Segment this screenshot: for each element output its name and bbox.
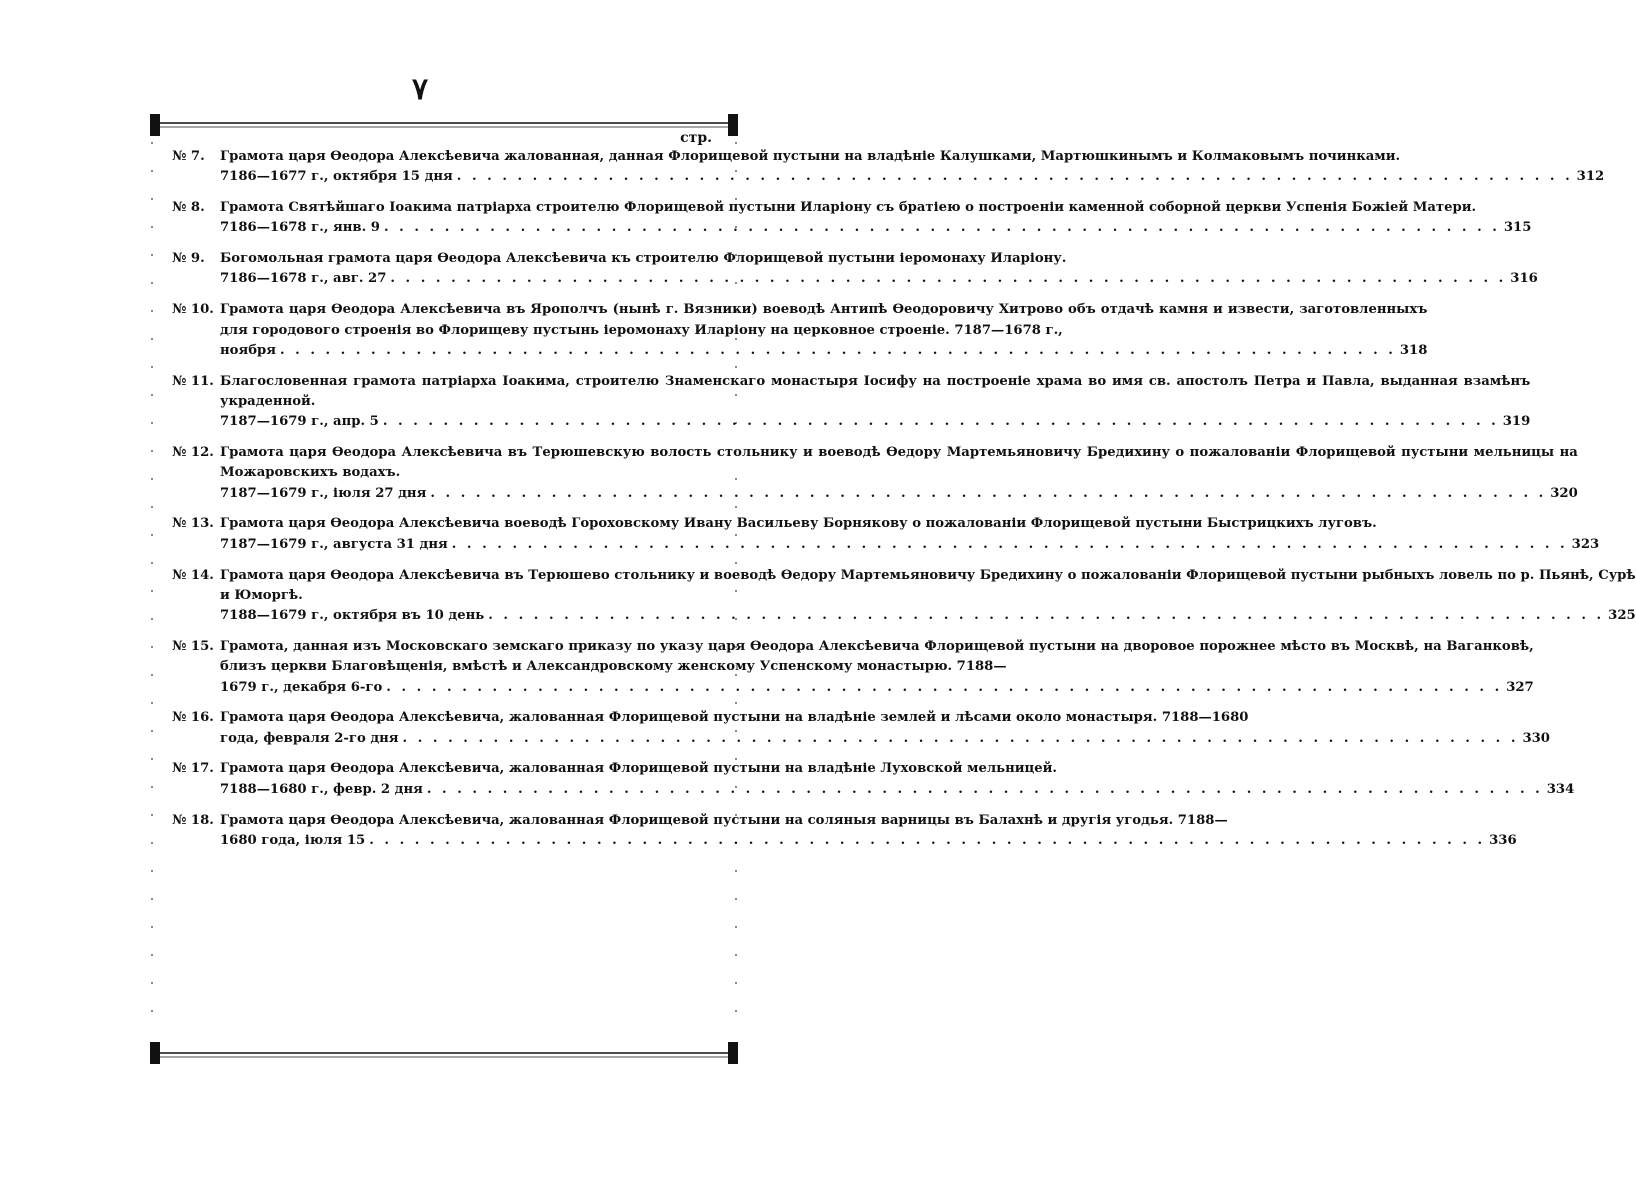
leader-dots	[390, 269, 1506, 289]
entry-page: 320	[1550, 485, 1578, 501]
entry-title: Грамота царя Ѳеодора Алексѣевича въ Ярополчъ (нынѣ г. Вязники) воеводѣ Антипѣ Ѳеодоровичу Хитрово объ отдачѣ камня и извести, заготовленныхъ для городового строенія во Флорищеву пустынь іеромонаху Иларіону на церковное строеніе. 7187—1678 г.,	[220, 302, 1428, 338]
toc-entry	[172, 249, 1538, 290]
leader-dots	[386, 678, 1502, 698]
entry-number: № 14.	[172, 567, 214, 583]
entry-title: Грамота, данная изъ Московскаго земскаго приказу по указу царя Ѳеодора Алексѣевича Флорищевой пустыни на дворовое порожнее мѣсто въ Москвѣ, на Ваганковѣ, близъ церкви Благовѣщенія, вмѣстѣ и Александровскому женскому Успенскому монастырю. 7188—	[220, 638, 1534, 675]
entry-page: 325	[1608, 608, 1636, 624]
toc-entry	[172, 811, 1517, 852]
entry-title: Богомольная грамота царя Ѳеодора Алексѣевича къ строителю Флорищевой пустыни іеромонаху Иларіону.	[220, 251, 1067, 267]
leader-dots	[280, 341, 1396, 361]
entry-number: № 10.	[172, 302, 214, 318]
entry-date: 7186—1678 г., янв. 9	[220, 220, 380, 236]
leader-dots	[403, 729, 1519, 749]
entry-number: № 13.	[172, 516, 214, 532]
entry-date: ноября	[220, 342, 276, 358]
entry-date: 1680 года, іюля 15	[220, 832, 366, 848]
entry-page: 323	[1571, 536, 1600, 552]
entry-page: 330	[1522, 730, 1550, 746]
entry-number: № 17.	[172, 761, 214, 777]
leader-dots	[488, 606, 1604, 626]
page-column-header: стр.	[680, 130, 712, 146]
entry-title: Благословенная грамота патріарха Іоакима, строителю Знаменскаго монастыря Іосифу на построеніе храма во имя св. апостолъ Петра и Павла, выданная взамѣнъ украденной.	[220, 373, 1531, 409]
entry-title: Грамота царя Ѳеодора Алексѣевича, жалованная Флорищевой пустыни на владѣніе землей и лѣсами около монастыря. 7188—1680	[220, 710, 1249, 726]
leader-dots	[384, 218, 1500, 238]
leader-dots	[457, 167, 1573, 187]
entry-title: Грамота царя Ѳеодора Алексѣевича воеводѣ Гороховскому Ивану Васильеву Борнякову о пожалованіи Флорищевой пустыни Быстрицкихъ луговъ.	[220, 516, 1377, 532]
entry-number: № 11.	[172, 373, 214, 389]
entry-number: № 12.	[172, 445, 214, 461]
entry-title: Грамота царя Ѳеодора Алексѣевича, жалованная Флорищевой пустыни на соляныя варницы въ Балахнѣ и другія угодья. 7188—	[220, 812, 1228, 828]
entry-page: 319	[1502, 414, 1531, 430]
entry-number: № 15.	[172, 638, 214, 654]
toc-entry	[172, 637, 1534, 698]
entry-number: № 16.	[172, 710, 214, 726]
leader-dots	[383, 412, 1499, 432]
leader-dots	[427, 780, 1543, 800]
entry-number: № 7.	[172, 149, 205, 164]
entry-title: Грамота Святѣйшаго Іоакима патріарха строителю Флорищевой пустыни Иларіону съ братіею о построеніи каменной соборной церкви Успенія Божіей Матери.	[220, 200, 1477, 216]
toc-entry	[172, 198, 1532, 239]
leader-dots	[369, 831, 1485, 851]
toc-entry	[172, 372, 1531, 433]
entry-date: 7186—1678 г., авг. 27	[220, 271, 387, 287]
entry-title: Грамота царя Ѳеодора Алексѣевича, жалованная Флорищевой пустыни на владѣніе Луховской мельницей.	[220, 761, 1058, 777]
table-of-contents	[172, 147, 1636, 862]
toc-entry	[172, 759, 1575, 800]
toc-entry	[172, 708, 1550, 749]
toc-entry	[172, 566, 1636, 627]
toc-entry	[172, 147, 1605, 188]
entry-page: 315	[1503, 220, 1532, 236]
entry-title: Грамота царя Ѳеодора Алексѣевича жалованная, данная Флорищевой пустыни на владѣніе Калушками, Мартюшкинымъ и Колмаковымъ починками.	[220, 149, 1401, 164]
entry-date: 7188—1680 г., февр. 2 дня	[220, 781, 423, 797]
entry-date: 1679 г., декабря 6-го	[220, 679, 383, 695]
entry-date: 7187—1679 г., іюля 27 дня	[220, 485, 427, 501]
entry-number: № 18.	[172, 812, 214, 828]
toc-entry	[172, 443, 1578, 504]
entry-date: 7187—1679 г., апр. 5	[220, 414, 379, 430]
entry-page: 336	[1489, 832, 1517, 848]
entry-date: года, февраля 2-го дня	[220, 730, 399, 746]
entry-number: № 9.	[172, 251, 205, 267]
entry-page: 312	[1576, 169, 1605, 185]
entry-page: 327	[1506, 679, 1534, 695]
page-number: ۷	[411, 72, 429, 107]
entry-date: 7188—1679 г., октября въ 10 день	[220, 608, 485, 624]
entry-title: Грамота царя Ѳеодора Алексѣевича въ Терюшевскую волость стольнику и воеводѣ Ѳедору Мартемьяновичу Бредихину о пожалованіи Флорищевой пустыни мельницы на Можаровскихъ водахъ.	[220, 445, 1578, 481]
leader-dots	[430, 484, 1546, 504]
entry-page: 316	[1510, 271, 1538, 287]
leader-dots	[452, 535, 1568, 555]
entry-date: 7186—1677 г., октября 15 дня	[220, 169, 453, 185]
toc-entry	[172, 300, 1428, 361]
entry-page: 334	[1546, 781, 1575, 797]
entry-title: Грамота царя Ѳеодора Алексѣевича въ Терюшево стольнику и воеводѣ Ѳедору Мартемьяновичу Бредихину о пожалованіи Флорищевой пустыни рыбныхъ ловель по р. Пьянѣ, Сурѣ и Юморгѣ.	[220, 567, 1636, 603]
entry-page: 318	[1399, 342, 1428, 358]
entry-date: 7187—1679 г., августа 31 дня	[220, 536, 448, 552]
toc-entry	[172, 514, 1600, 555]
entry-number: № 8.	[172, 200, 205, 216]
